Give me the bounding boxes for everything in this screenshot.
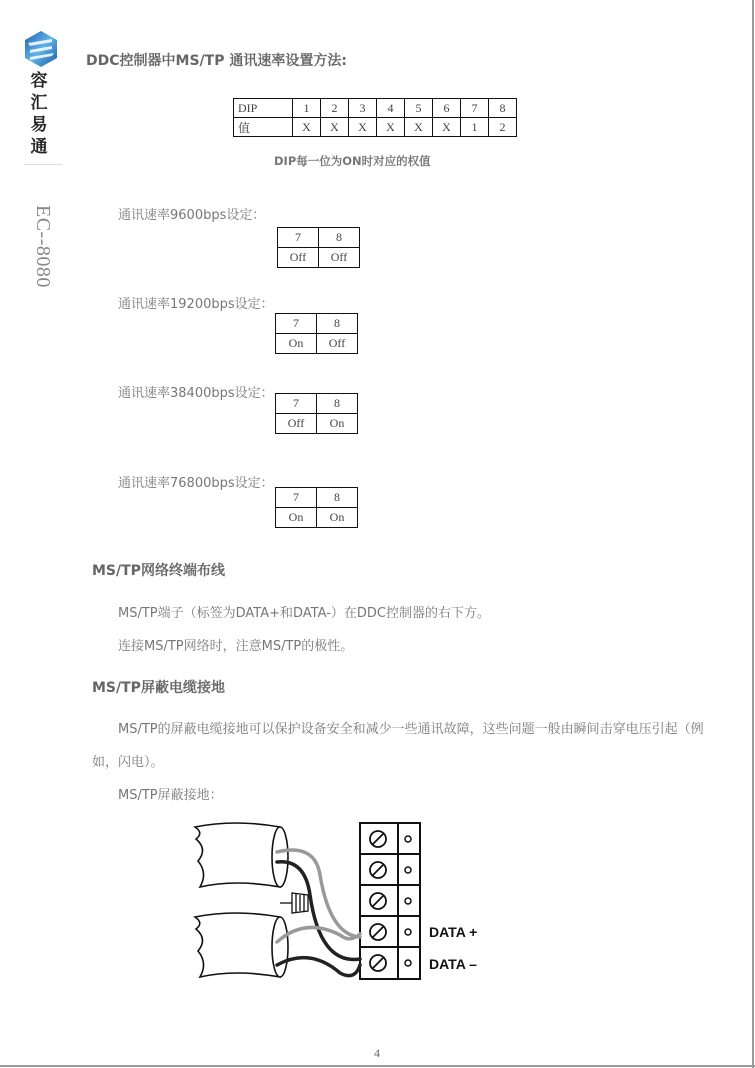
paragraph: MS/TP屏蔽接地： <box>118 788 223 803</box>
sidebar <box>0 0 70 1068</box>
table-cell: 7 <box>461 99 489 118</box>
table-cell: On <box>276 334 317 354</box>
baud-table-9600 <box>277 227 360 268</box>
wire-nut-icon <box>280 893 308 913</box>
paragraph: MS/TP端子（标签为DATA+和DATA-）在DDC控制器的右下方。 <box>118 606 491 621</box>
table-cell: X <box>433 118 461 137</box>
baud-table-76800 <box>275 487 358 528</box>
page-title: DDC控制器中MS/TP 通讯速率设置方法: <box>86 53 347 69</box>
table-cell: 8 <box>489 99 517 118</box>
dip-table-caption: DIP每一位为ON时对应的权值 <box>274 154 431 168</box>
brand-char: 易 <box>30 115 48 135</box>
table-cell: Off <box>319 248 360 268</box>
table-cell: X <box>321 118 349 137</box>
table-cell: 5 <box>405 99 433 118</box>
model-number: EC--8080 <box>32 205 54 288</box>
baud-label-38400: 通讯速率38400bps设定： <box>118 386 274 401</box>
section-heading-grounding: MS/TP屏蔽电缆接地 <box>92 680 225 696</box>
table-cell: On <box>317 414 358 434</box>
table-cell: 1 <box>293 99 321 118</box>
brand-char: 容 <box>30 71 48 91</box>
table-cell: On <box>276 508 317 528</box>
table-cell: 4 <box>377 99 405 118</box>
table-cell: Off <box>317 334 358 354</box>
table-row <box>276 508 358 528</box>
dip-weight-table <box>233 98 517 137</box>
hexagon-logo-icon <box>22 30 60 68</box>
table-cell: 2 <box>321 99 349 118</box>
shield-grounding-diagram <box>180 815 510 994</box>
table-row <box>276 334 358 354</box>
baud-label-76800: 通讯速率76800bps设定： <box>118 476 274 491</box>
baud-table-38400 <box>275 393 358 434</box>
table-cell: On <box>317 508 358 528</box>
table-cell: Off <box>276 414 317 434</box>
table-cell: 6 <box>433 99 461 118</box>
table-row <box>276 394 358 414</box>
page-border-right <box>752 0 754 1068</box>
page-border-bottom <box>0 1065 755 1067</box>
baud-table-19200 <box>275 313 358 354</box>
paragraph: 连接MS/TP网络时，注意MS/TP的极性。 <box>118 639 354 654</box>
table-row <box>234 99 517 118</box>
table-cell: X <box>349 118 377 137</box>
terminal-label-data-minus: DATA – <box>429 956 477 972</box>
table-cell: X <box>293 118 321 137</box>
sidebar-divider <box>24 164 62 165</box>
table-cell: X <box>405 118 433 137</box>
brand-char: 通 <box>30 137 48 157</box>
table-cell: 8 <box>317 314 358 334</box>
table-cell: 7 <box>276 314 317 334</box>
table-row <box>278 228 360 248</box>
table-row <box>234 118 517 137</box>
brand-char: 汇 <box>30 93 48 113</box>
table-cell: 3 <box>349 99 377 118</box>
table-cell: 7 <box>278 228 319 248</box>
cable-icon <box>195 823 288 977</box>
table-cell: 1 <box>461 118 489 137</box>
paragraph: 如，闪电）。 <box>92 755 164 770</box>
table-cell: 8 <box>317 394 358 414</box>
table-cell: 8 <box>319 228 360 248</box>
table-row <box>276 414 358 434</box>
terminal-label-data-plus: DATA + <box>429 924 478 940</box>
baud-label-19200: 通讯速率19200bps设定： <box>118 297 274 312</box>
brand-name <box>26 70 52 158</box>
table-cell: 8 <box>317 488 358 508</box>
table-cell: 7 <box>276 394 317 414</box>
paragraph: MS/TP的屏蔽电缆接地可以保护设备安全和减少一些通讯故障，这些问题一般由瞬间击穿电压引起（例 <box>118 722 704 737</box>
table-cell: DIP <box>234 99 293 118</box>
table-cell: Off <box>278 248 319 268</box>
section-heading-termination: MS/TP网络终端布线 <box>92 563 225 579</box>
table-cell: 7 <box>276 488 317 508</box>
table-cell: X <box>377 118 405 137</box>
baud-label-9600: 通讯速率9600bps设定： <box>118 208 266 223</box>
table-row <box>276 488 358 508</box>
table-cell: 2 <box>489 118 517 137</box>
table-row <box>276 314 358 334</box>
page-number: 4 <box>374 1046 380 1060</box>
table-cell: 值 <box>234 118 293 137</box>
table-row <box>278 248 360 268</box>
